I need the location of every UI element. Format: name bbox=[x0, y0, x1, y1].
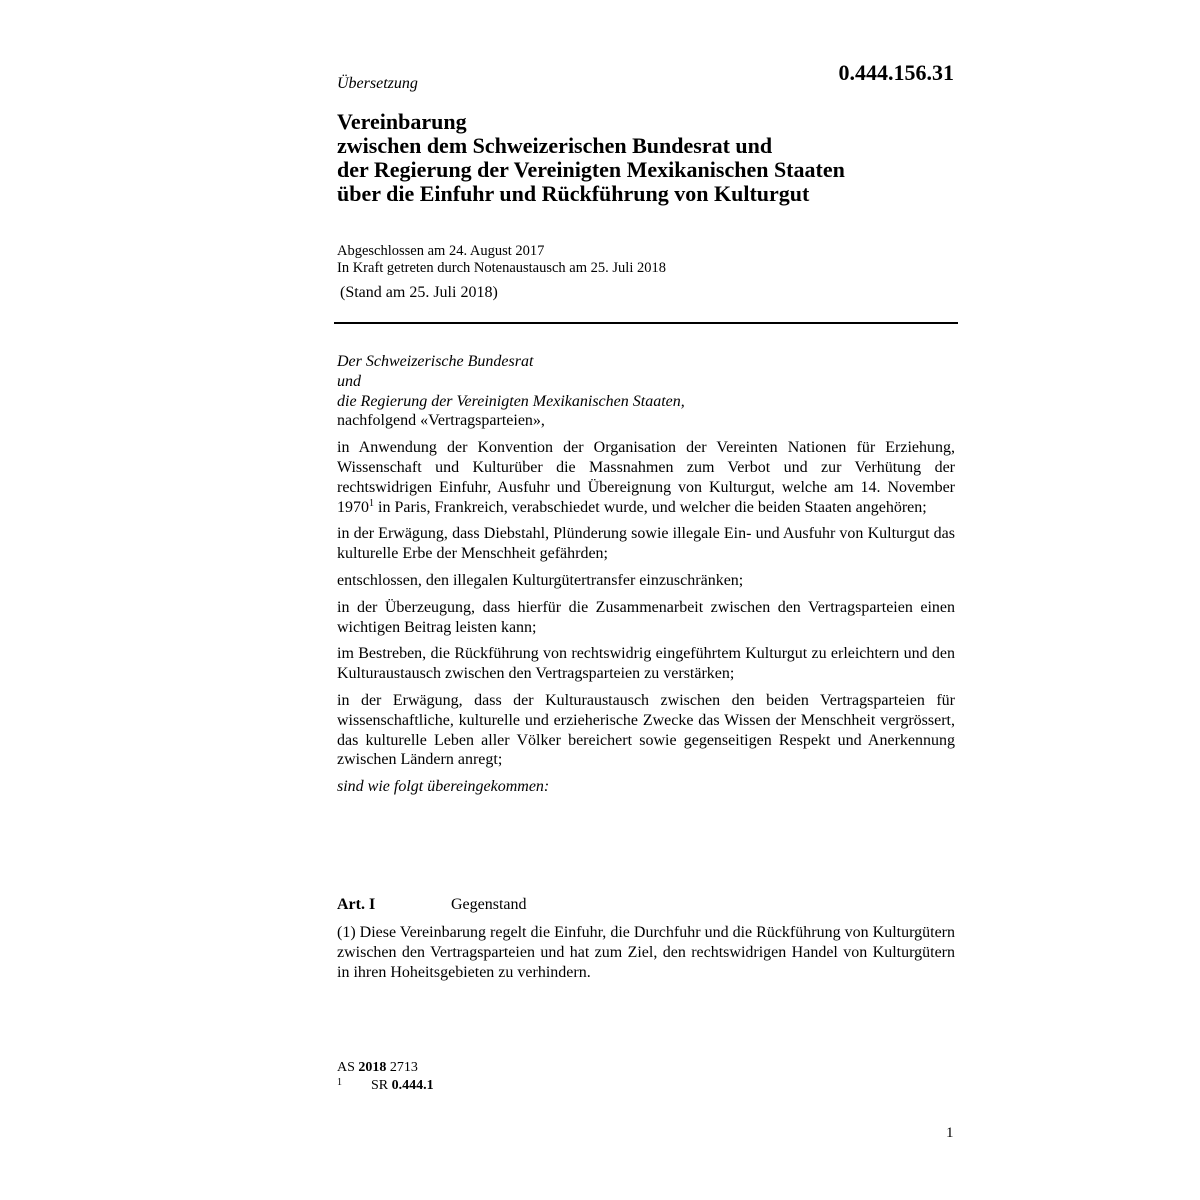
preamble-paragraph: in der Erwägung, dass der Kulturaustausch zwischen den beiden Vertragsparteien für wissenschaftliche, kulturelle und erzieherische Zwecke das Wissen der Menschheit vergrössert, das kulturelle Leben aller Völker bereichert sowie gegenseitigen Respekt und Anerkennung zwischen Ländern anregt; bbox=[337, 691, 955, 769]
footnote-prefix: SR bbox=[371, 1078, 392, 1093]
header-divider bbox=[334, 322, 958, 324]
parties-definition: nachfolgend «Vertragsparteien», bbox=[337, 412, 545, 430]
party-line: und bbox=[337, 372, 361, 390]
party-line: die Regierung der Vereinigten Mexikanischen Staaten, bbox=[337, 392, 685, 410]
preamble bbox=[337, 352, 955, 797]
as-year: 2018 bbox=[358, 1060, 387, 1075]
article-heading bbox=[337, 896, 527, 914]
as-prefix: AS bbox=[337, 1060, 359, 1075]
date-block bbox=[337, 243, 666, 276]
footnote-reference[interactable]: 1 bbox=[369, 497, 374, 509]
party-line: Der Schweizerische Bundesrat bbox=[337, 353, 534, 370]
as-reference bbox=[337, 1059, 434, 1077]
status-date: (Stand am 25. Juli 2018) bbox=[340, 284, 498, 301]
preamble-paragraph: in der Erwägung, dass Diebstahl, Plünderung sowie illegale Ein- und Ausfuhr von Kulturgut das kulturelle Erbe der Menschheit gefährden; bbox=[337, 525, 955, 563]
preamble-text: in Paris, Frankreich, verabschiedet wurde, und welcher die beiden Staaten angehören; bbox=[374, 498, 927, 516]
article-paragraph: (1) Diese Vereinbarung regelt die Einfuhr, die Durchfuhr und die Rückführung von Kulturgütern zwischen den Vertragsparteien und hat zum Ziel, den rechtswidrigen Handel von Kulturgütern in ihren Hoheitsgebieten zu verhindern. bbox=[337, 924, 955, 981]
footnote-sr-link[interactable]: 0.444.1 bbox=[391, 1078, 434, 1093]
preamble-paragraph: entschlossen, den illegalen Kulturgütertransfer einzuschränken; bbox=[337, 571, 744, 589]
title-line: der Regierung der Vereinigten Mexikanischen Staaten bbox=[337, 157, 845, 182]
sr-number: 0.444.156.31 bbox=[838, 60, 954, 85]
concluded-date: Abgeschlossen am 24. August 2017 bbox=[337, 243, 545, 259]
footnote-item: 1 SR 0.444.1 bbox=[337, 1077, 434, 1093]
footnotes bbox=[337, 1059, 434, 1095]
preamble-paragraph: im Bestreben, die Rückführung von rechtswidrig eingeführtem Kulturgut zu erleichtern und den Kulturaustausch zwischen den Vertragsparteien zu verstärken; bbox=[337, 645, 955, 683]
title-line: zwischen dem Schweizerischen Bundesrat und bbox=[337, 133, 773, 158]
translation-label: Übersetzung bbox=[337, 75, 418, 92]
preamble-closing: sind wie folgt übereingekommen: bbox=[337, 778, 550, 796]
in-force-date: In Kraft getreten durch Notenaustausch am 25. Juli 2018 bbox=[337, 259, 666, 276]
document-title bbox=[337, 110, 957, 206]
title-line: über die Einfuhr und Rückführung von Kulturgut bbox=[337, 181, 810, 206]
preamble-paragraph bbox=[337, 438, 955, 517]
preamble-text: in Anwendung der Konvention der Organisation der Vereinten Nationen für Erziehung, Wissenschaft und Kulturüber die Massnahmen zum Verbot und zur Verhütung der rechtswidrigen Einfuhr, Ausfuhr und Übereignung von Kulturgut, welche am 14. November 1970 bbox=[337, 439, 955, 516]
title-line: Vereinbarung bbox=[337, 109, 467, 134]
as-page: 2713 bbox=[386, 1060, 418, 1075]
preamble-paragraph: in der Überzeugung, dass hierfür die Zusammenarbeit zwischen den Vertragsparteien einen wichtigen Beitrag leisten kann; bbox=[337, 598, 955, 636]
article-number: Art. I bbox=[337, 896, 376, 913]
article-title: Gegenstand bbox=[451, 896, 527, 913]
page-number: 1 bbox=[946, 1125, 954, 1141]
